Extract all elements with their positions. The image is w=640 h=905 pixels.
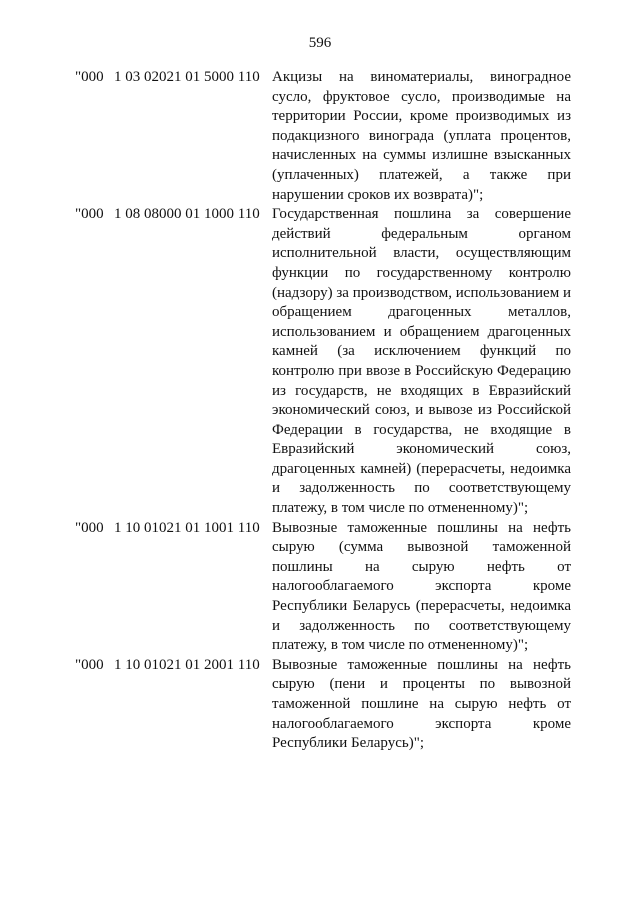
entry-code: 1 10 01021 01 2001 110 <box>114 656 260 673</box>
entry <box>0 68 640 205</box>
entry-prefix: "000 <box>75 519 104 536</box>
entry <box>0 205 640 519</box>
entry <box>0 656 640 754</box>
entry-prefix: "000 <box>75 206 104 223</box>
entry-code: 1 08 08000 01 1000 110 <box>114 206 260 223</box>
entry-prefix: "000 <box>75 656 104 673</box>
entry-code: 1 10 01021 01 1001 110 <box>114 519 260 536</box>
entries-list <box>0 68 640 754</box>
entry-description: Государственная пошлина за совершение действий федеральным органом исполнительной власти, осуществляющим функции по государственному контролю (надзору) за производством, использованием и обращением драгоценных металлов, использованием и обращением драгоценных камней (за исключением функций по контролю при ввозе в Российскую Федерацию из государств, не входящих в Евразийский экономический союз, и вывозе из Российской Федерации в государства, не входящие в Евразийский экономический союз, драгоценных камней) (перерасчеты, недоимка и задолженность по соответствующему платежу, в том числе по отмененному)"; <box>272 206 571 517</box>
entry-description: Вывозные таможенные пошлины на нефть сырую (сумма вывозной таможенной пошлины на сырую нефть от налогооблагаемого экспорта кроме Республики Беларусь (перерасчеты, недоимка и задолженность по соответствующему платежу, в том числе по отмененному)"; <box>272 519 571 654</box>
entry-code: 1 03 02021 01 5000 110 <box>114 69 260 85</box>
page-number: 596 <box>308 35 332 51</box>
entry-prefix: "000 <box>75 69 104 85</box>
entry <box>0 519 640 656</box>
entry-description: Вывозные таможенные пошлины на нефть сырую (пени и проценты по вывозной таможенной пошлине на сырую нефть от налогооблагаемого экспорта кроме Республики Беларусь)"; <box>272 656 571 752</box>
entry-description: Акцизы на виноматериалы, виноградное сусло, фруктовое сусло, производимые на территории России, кроме производимых из подакцизного винограда (уплата процентов, начисленных на суммы излишне взысканных (уплаченных) платежей, а также при нарушении сроков их возврата)"; <box>272 69 571 203</box>
